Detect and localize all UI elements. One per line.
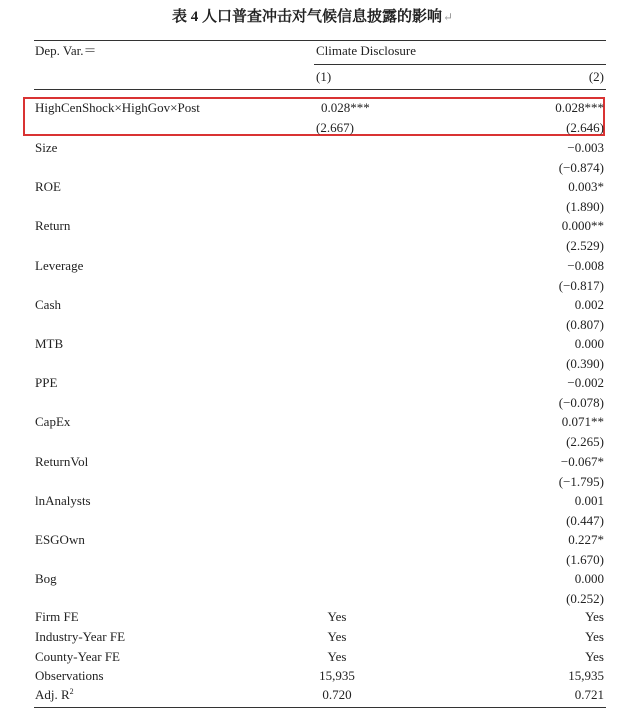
coef-roe: 0.003* [568, 179, 604, 194]
industry-year-fe-label: Industry-Year FE [35, 629, 126, 644]
tstat-cash: (0.807) [566, 317, 604, 332]
bottom-rule [34, 707, 606, 708]
firm-fe-col2: Yes [585, 609, 604, 624]
coef-mtb: 0.000 [574, 336, 604, 351]
coef-ppe: −0.002 [567, 375, 604, 390]
observations-label: Observations [35, 668, 104, 683]
firm-fe-col1: Yes [327, 609, 347, 624]
row-label-return: Return [35, 218, 71, 233]
row-label-lnanalysts: lnAnalysts [35, 493, 91, 508]
return-mark-icon: ↵ [442, 10, 454, 24]
tstat-ppe: (−0.078) [558, 395, 604, 410]
county-year-fe-col2: Yes [585, 649, 604, 664]
tstat-returnvol: (−1.795) [558, 474, 604, 489]
header-bottom-rule [34, 89, 606, 90]
tstat-leverage: (−0.817) [558, 278, 604, 293]
county-year-fe-col1: Yes [327, 649, 347, 664]
climate-disclosure-header: Climate Disclosure [316, 43, 417, 58]
tstat-return: (2.529) [566, 238, 604, 253]
row-label-cash: Cash [35, 297, 61, 312]
coef-leverage: −0.008 [567, 258, 604, 273]
firm-fe-label: Firm FE [35, 609, 79, 624]
key-tstat-col2: (2.646) [566, 120, 604, 135]
coef-bog: 0.000 [574, 571, 604, 586]
key-coef-col2: 0.028*** [555, 100, 604, 115]
table-title-text: 表 4 人口普查冲击对气候信息披露的影响 [171, 9, 442, 25]
dep-var-label: Dep. Var.＝ [35, 43, 97, 58]
adj-r2-col2: 0.721 [574, 687, 604, 702]
county-year-fe-label: County-Year FE [35, 649, 120, 664]
coef-cash: 0.002 [574, 297, 604, 312]
key-tstat-col1: (2.667) [316, 120, 354, 135]
tstat-lnanalysts: (0.447) [566, 513, 604, 528]
tstat-bog: (0.252) [566, 591, 604, 606]
tstat-size: (−0.874) [558, 160, 604, 175]
tstat-mtb: (0.390) [566, 356, 604, 371]
coef-lnanalysts: 0.001 [574, 493, 604, 508]
column-2-header: (2) [588, 69, 604, 84]
row-label-leverage: Leverage [35, 258, 84, 273]
coef-capex: 0.071** [561, 414, 604, 429]
coef-size: −0.003 [567, 140, 604, 155]
key-coef-col1: 0.028*** [321, 100, 370, 115]
coef-return: 0.000** [561, 218, 604, 233]
tstat-roe: (1.890) [566, 199, 604, 214]
table-title [0, 5, 625, 29]
row-label-ppe: PPE [35, 375, 58, 390]
header-subrule [314, 64, 606, 65]
row-label-returnvol: ReturnVol [35, 454, 89, 469]
observations-col1: 15,935 [319, 668, 355, 683]
key-variable-label: HighCenShock×HighGov×Post [35, 100, 200, 115]
observations-col2: 15,935 [568, 668, 604, 683]
coef-esgown: 0.227* [568, 532, 604, 547]
adj-r2-label: Adj. $R^2$ [35, 687, 74, 702]
adj-r2-col1: 0.720 [322, 687, 352, 702]
row-label-bog: Bog [35, 571, 57, 586]
industry-year-fe-col1: Yes [327, 629, 347, 644]
row-label-size: Size [35, 140, 58, 155]
top-rule [34, 40, 606, 41]
row-label-capex: CapEx [35, 414, 71, 429]
adj-r2-superscript: 2 [69, 687, 74, 696]
tstat-capex: (2.265) [566, 434, 604, 449]
industry-year-fe-col2: Yes [585, 629, 604, 644]
coef-returnvol: −0.067* [560, 454, 604, 469]
row-label-esgown: ESGOwn [35, 532, 85, 547]
tstat-esgown: (1.670) [566, 552, 604, 567]
row-label-roe: ROE [35, 179, 61, 194]
column-1-header: (1) [316, 69, 332, 84]
row-label-mtb: MTB [35, 336, 64, 351]
